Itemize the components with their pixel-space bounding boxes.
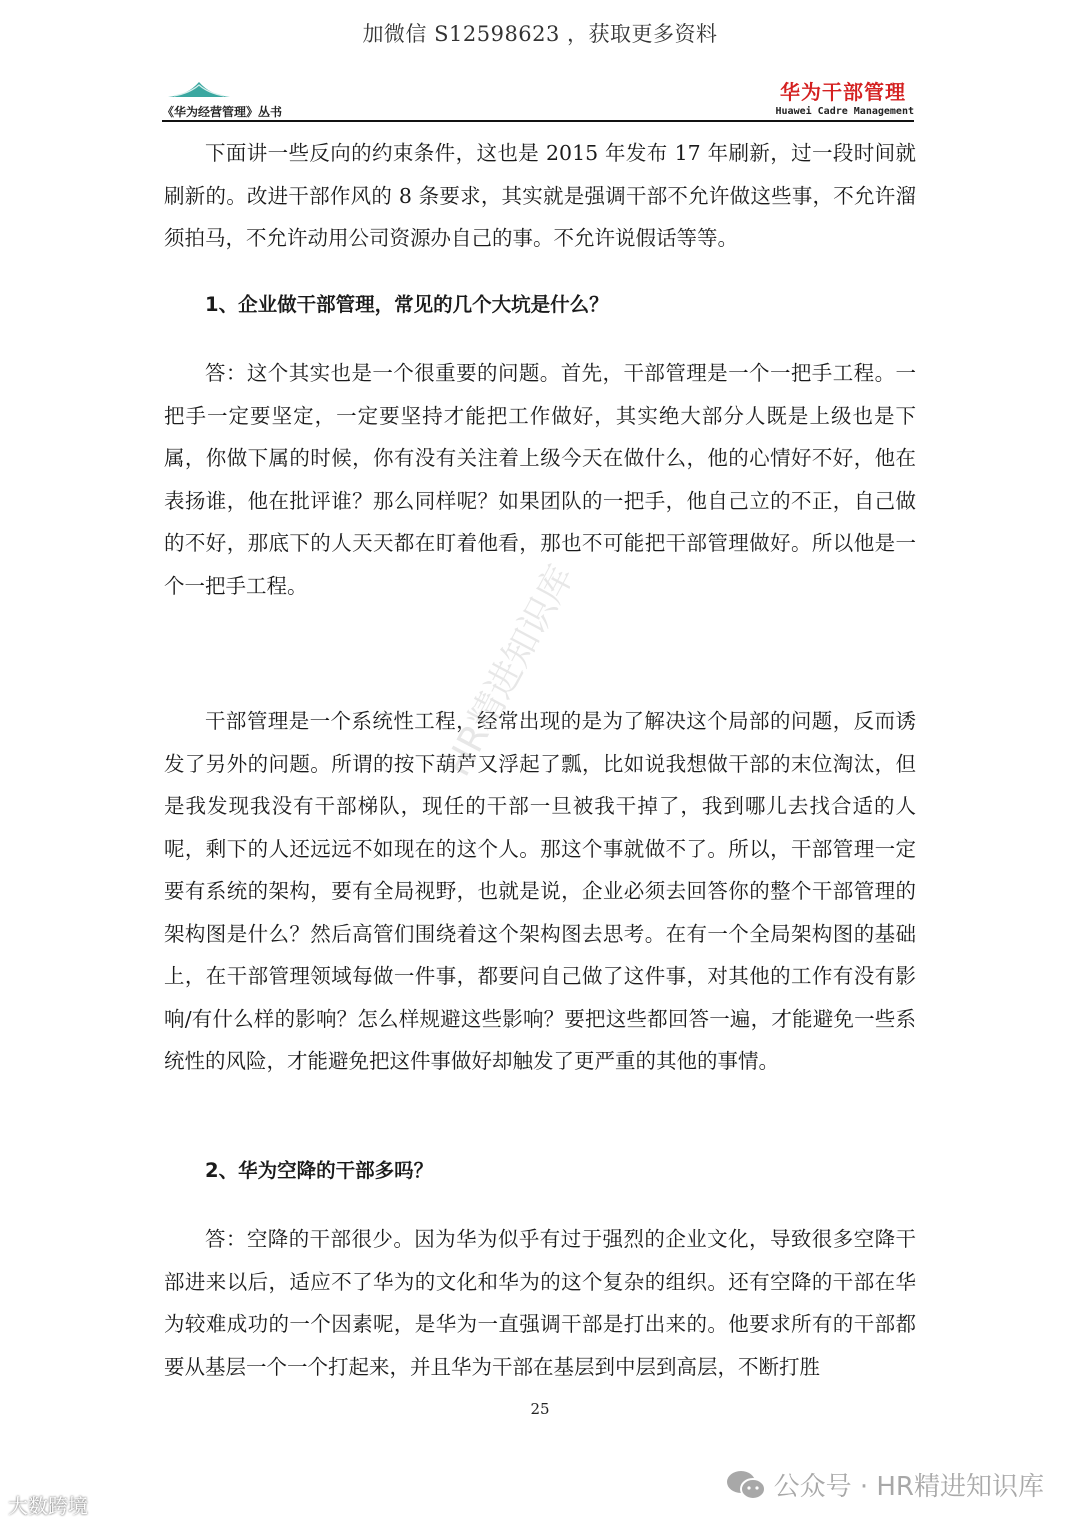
answer-2-block [164, 1218, 916, 1388]
wechat-account-watermark [726, 1466, 1044, 1503]
header-divider [162, 120, 914, 122]
diagonal-watermark: HR精进知识库 [437, 558, 583, 784]
paragraph: 答：空降的干部很少。因为华为似乎有过于强烈的企业文化，导致很多空降干部进来以后，适应不了华为的文化和华为的这个复杂的组织。还有空降的干部在华为较难成功的一个因素呢，是华为一直强调干部是打出来的。他要求所有的干部都要从基层一个一个打起来，并且华为干部在基层到中层到高层，不断打胜 [164, 1227, 916, 1379]
answer-1-block [164, 352, 916, 607]
corner-watermark: 大数跨境 [8, 1494, 88, 1518]
paragraph: 答：这个其实也是一个很重要的问题。首先，干部管理是一个一把手工程。一把手一定要坚定，一定要坚持才能把工作做好，其实绝大部分人既是上级也是下属，你做下属的时候，你有没有关注着上级今天在做什么，他的心情好不好，他在表扬谁，他在批评谁？那么同样呢？如果团队的一把手，他自己立的不正，自己做的不好，那底下的人天天都在盯着他看，那也不可能把干部管理做好。所以他是一个一把手工程。 [164, 361, 916, 598]
wechat-icon [726, 1469, 766, 1501]
paragraph: 干部管理是一个系统性工程，经常出现的是为了解决这个局部的问题，反而诱发了另外的问题。所谓的按下葫芦又浮起了瓢，比如说我想做干部的末位淘汰，但是我发现我没有干部梯队，现任的干部一旦被我干掉了，我到哪儿去找合适的人呢，剩下的人还远远不如现在的这个人。那这个事就做不了。所以，干部管理一定要有系统的架构，要有全局视野，也就是说，企业必须去回答你的整个干部管理的架构图是什么？然后高管们围绕着这个架构图去思考。在有一个全局架构图的基础上，在干部管理领域每做一件事，都要问自己做了这件事，对其他的工作有没有影响/有什么样的影响？怎么样规避这些影响？要把这些都回答一遍，才能避免一些系统性的风险，才能避免把这件事做好却触发了更严重的其他的事情。 [164, 709, 916, 1073]
paragraph: 下面讲一些反向的约束条件，这也是 2015 年发布 17 年刷新，过一段时间就刷新的。改进干部作风的 8 条要求，其实就是强调干部不允许做这些事，不允许溜须拍马，不允许动用公司资源办自己的事。不允许说假话等等。 [164, 141, 916, 250]
question-2-block [164, 1150, 916, 1193]
question-heading: 2、华为空降的干部多吗？ [205, 1159, 434, 1182]
question-heading: 1、企业做干部管理，常见的几个大坑是什么？ [205, 293, 609, 316]
question-1-block [164, 284, 916, 327]
system-paragraph-block [164, 700, 916, 1083]
brand-title-cn: 华为干部管理 [780, 80, 906, 104]
page-header [162, 76, 914, 122]
brand-title-en: Huawei Cadre Management [775, 106, 914, 117]
wechat-contact-banner: 加微信 S12598623 ，获取更多资料 [362, 22, 718, 46]
intro-paragraph-block [164, 132, 916, 260]
mountain-logo-icon [168, 78, 230, 98]
series-title: 《华为经营管理》丛书 [162, 105, 283, 119]
page-number: 25 [530, 1400, 550, 1418]
wechat-account-label: 公众号 · HR精进知识库 [773, 1472, 1044, 1502]
